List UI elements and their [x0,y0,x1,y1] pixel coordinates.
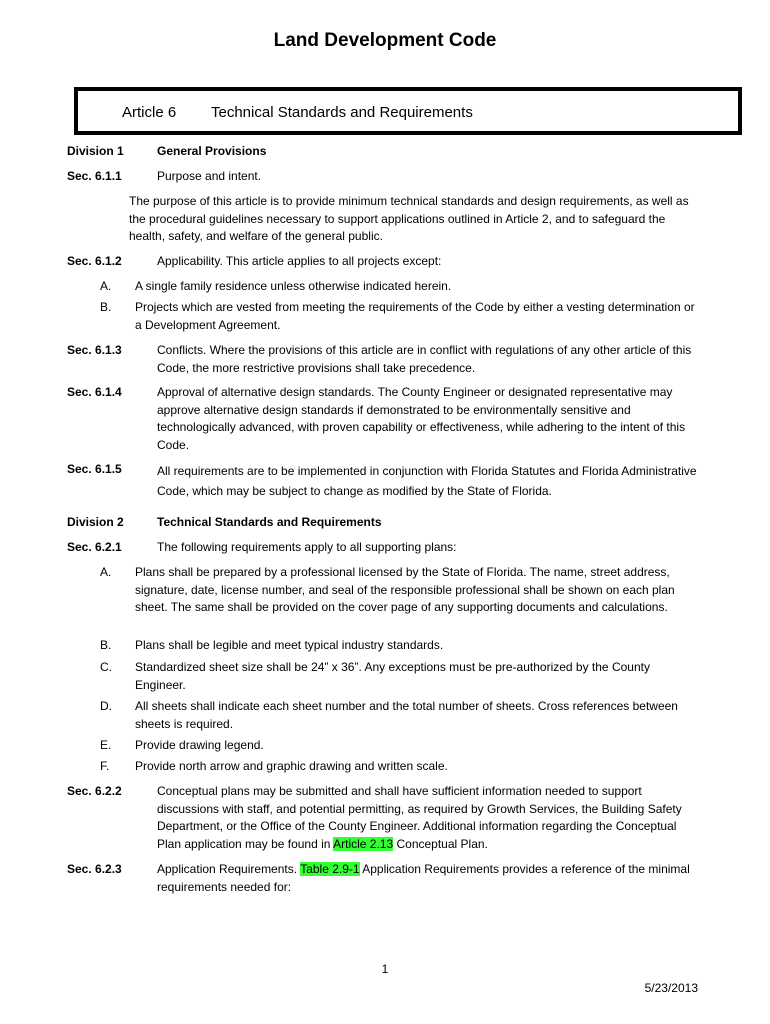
sec-6-2-1-text: The following requirements apply to all supporting plans: [157,540,457,554]
division-2-title: Technical Standards and Requirements [157,515,382,529]
sec-6-1-2-label: Sec. 6.1.2 [67,254,122,268]
sec-6-1-2-text: Applicability. This article applies to all projects except: [157,254,442,268]
sec-6-1-5-label: Sec. 6.1.5 [67,462,122,476]
sec-6-2-1-item-b-letter: B. [100,638,112,652]
sec-6-2-3-text-after: Application Requirements provides a reference of the minimal requirements needed for: [157,862,690,894]
table-2-9-1-link[interactable]: Table 2.9-1 [300,862,360,876]
sec-6-2-1-item-d-letter: D. [100,699,112,713]
footer-date: 5/23/2013 [644,981,698,995]
division-1-label: Division 1 [67,144,124,158]
sec-6-2-1-item-b-text: Plans shall be legible and meet typical industry standards. [135,638,444,652]
sec-6-1-1-label: Sec. 6.1.1 [67,169,122,183]
article-2-13-link[interactable]: Article 2.13 [333,836,394,851]
sec-6-1-3-label: Sec. 6.1.3 [67,343,122,357]
sec-6-1-2-item-a-text: A single family residence unless otherwise indicated herein. [135,279,452,293]
sec-6-2-1-item-d-text: All sheets shall indicate each sheet number and the total number of sheets. Cross references between sheets is required. [135,699,678,731]
article-number: Article 6 [122,104,177,121]
sec-6-2-3-text-before: Application Requirements. [157,862,301,876]
sec-6-1-2-item-b-text: Projects which are vested from meeting the requirements of the Code by either a vesting determination or a Development Agreement. [135,300,695,332]
sec-6-2-1-label: Sec. 6.2.1 [67,540,122,554]
sec-6-1-1-heading: Purpose and intent. [157,169,262,183]
sec-6-1-4-text: Approval of alternative design standards. The County Engineer or designated representative may approve alternative design standards if demonstrated to be environmentally sensitive and technologically advanced, with proven capability or effectiveness, while adhering to the intent of this Code. [157,385,686,452]
sec-6-1-5-text: All requirements are to be implemented in conjunction with Florida Statutes and Florida Administrative Code, which may be subject to change as modified by the State of Florida. [157,464,697,498]
division-2-label: Division 2 [67,515,124,529]
sec-6-2-2-label: Sec. 6.2.2 [67,784,122,798]
sec-6-2-2-text-after: Conceptual Plan. [393,836,488,851]
sec-6-2-3-text [157,861,702,896]
sec-6-2-1-item-f-letter: F. [100,759,110,773]
sec-6-2-1-item-e-letter: E. [100,738,112,752]
sec-6-1-2-item-a-letter: A. [100,279,112,293]
sec-6-2-2-text-before: Conceptual plans may be submitted and shall have sufficient information needed to support discussions with staff, and potential permitting, as required by Growth Services, the Building Safety Department, or the Office of the County Engineer. Additional information regarding the Conceptual Plan application may be found in [157,784,682,851]
sec-6-2-1-item-a-text: Plans shall be prepared by a professional licensed by the State of Florida. The name, street address, signature, date, license number, and seal of the responsible professional shall be shown on each plan sheet. The same shall be provided on the cover page of any supporting documents and calculations. [135,565,675,614]
sec-6-2-1-item-f-text: Provide north arrow and graphic drawing and written scale. [135,759,448,773]
sec-6-1-2-item-b-letter: B. [100,300,112,314]
sec-6-2-1-item-a-letter: A. [100,565,112,579]
article-title: Technical Standards and Requirements [211,104,473,121]
page-number: 1 [381,962,389,976]
division-1-title: General Provisions [157,144,267,158]
sec-6-2-1-item-c-text: Standardized sheet size shall be 24” x 36”. Any exceptions must be pre-authorized by the County Engineer. [135,660,650,692]
sec-6-1-3-text: Conflicts. Where the provisions of this article are in conflict with regulations of any other article of this Code, the more restrictive provisions shall take precedence. [157,343,692,375]
sec-6-2-1-item-e-text: Provide drawing legend. [135,738,264,752]
article-heading-box [74,87,742,135]
sec-6-1-1-body: The purpose of this article is to provide minimum technical standards and design requirements, as well as the procedural guidelines necessary to support applications outlined in Article 2, and to safeguard the health, safety, and welfare of the general public. [129,194,689,243]
sec-6-2-2-text [157,783,702,853]
document-title: Land Development Code [273,30,497,51]
sec-6-2-3-label: Sec. 6.2.3 [67,862,122,876]
sec-6-2-1-item-c-letter: C. [100,660,112,674]
sec-6-1-4-label: Sec. 6.1.4 [67,385,122,399]
